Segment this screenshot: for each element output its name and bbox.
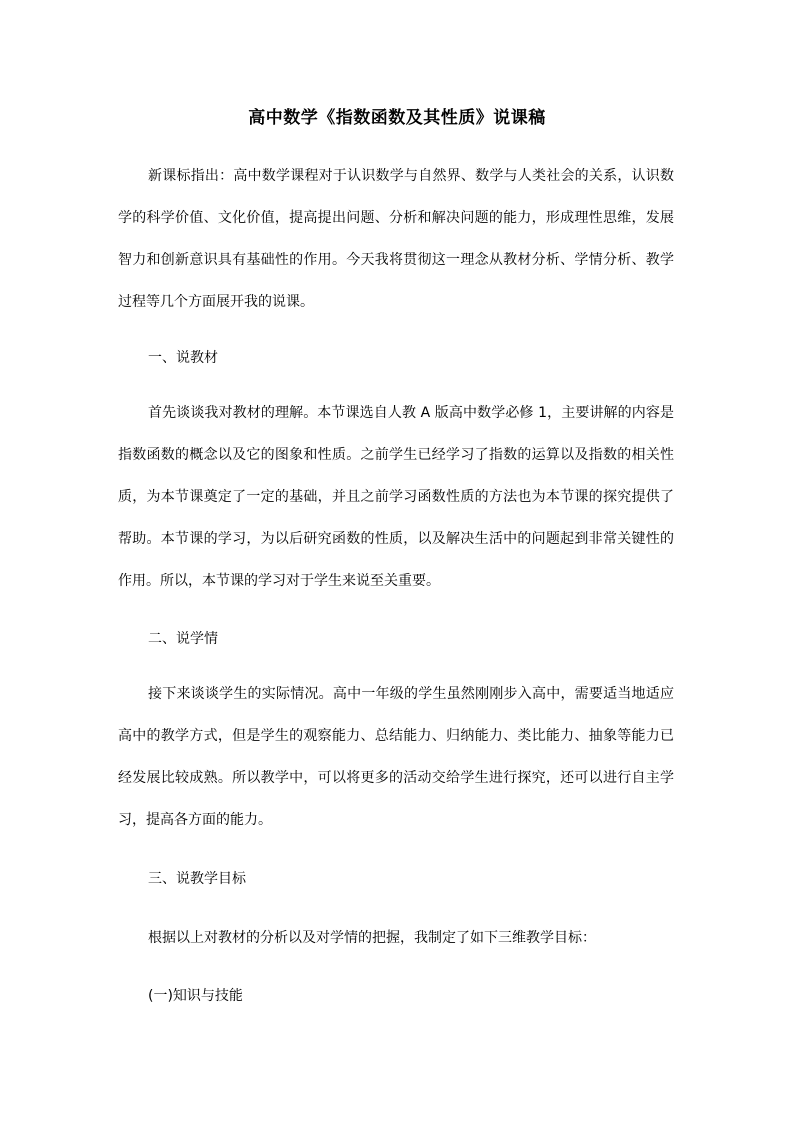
section-heading-students: 二、说学情 (148, 631, 218, 647)
section-heading-objectives: 三、说教学目标 (148, 871, 246, 887)
section-body-objectives: 根据以上对教材的分析以及对学情的把握，我制定了如下三维教学目标： (148, 930, 596, 946)
subsection-heading-knowledge-skills: (一)知识与技能 (148, 988, 243, 1004)
intro-paragraph: 新课标指出：高中数学课程对于认识数学与自然界、数学与人类社会的关系，认识数学的科学价值、文化价值，提高提出问题、分析和解决问题的能力，形成理性思维，发展智力和创新意识具有基础性的作用。今天我将贯彻这一理念从教材分析、学情分析、教学过程等几个方面展开我的说课。 (118, 168, 674, 310)
section-heading-textbook: 一、说教材 (148, 350, 218, 366)
section-body-students: 接下来谈谈学生的实际情况。高中一年级的学生虽然刚刚步入高中，需要适当地适应高中的教学方式，但是学生的观察能力、总结能力、归纳能力、类比能力、抽象等能力已经发展比较成熟。所以教学中，可以将更多的活动交给学生进行探究，还可以进行自主学习，提高各方面的能力。 (118, 686, 674, 828)
document-title: 高中数学《指数函数及其性质》说课稿 (248, 108, 546, 128)
section-body-textbook: 首先谈谈我对教材的理解。本节课选自人教 A 版高中数学必修 1，主要讲解的内容是指数函数的概念以及它的图象和性质。之前学生已经学习了指数的运算以及指数的相关性质，为本节课奠定了一定的基础，并且之前学习函数性质的方法也为本节课的探究提供了帮助。本节课的学习，为以后研究函数的性质，以及解决生活中的问题起到非常关键性的作用。所以，本节课的学习对于学生来说至关重要。 (118, 405, 674, 589)
